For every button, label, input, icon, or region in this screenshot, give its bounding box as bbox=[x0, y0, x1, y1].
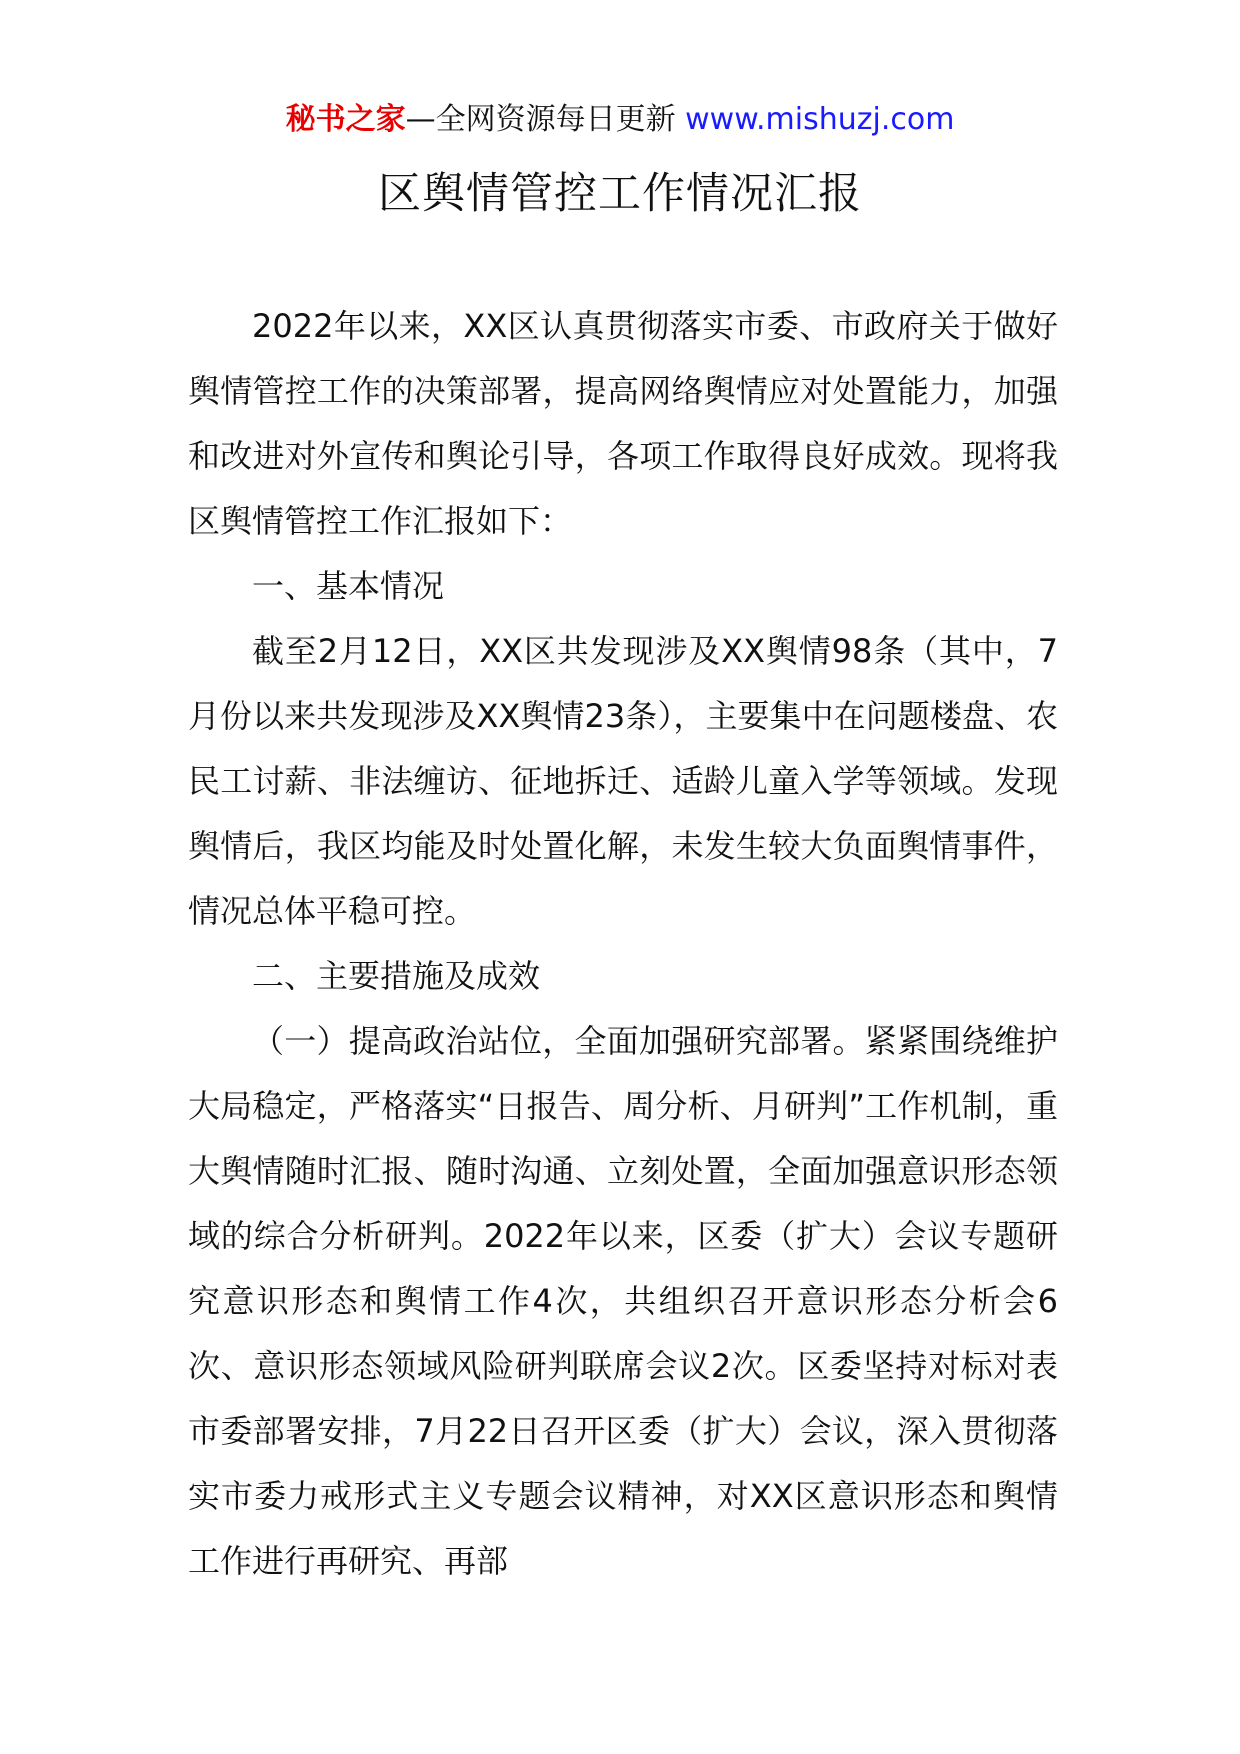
measures-paragraph-1: （一）提高政治站位，全面加强研究部署。紧紧围绕维护大局稳定，严格落实“日报告、周分析、月研判”工作机制，重大舆情随时汇报、随时沟通、立刻处置，全面加强意识形态领域的综合分析研判。2022年以来，区委（扩大）会议专题研究意识形态和舆情工作4次，共组织召开意识形态分析会6次、意识形态领域风险研判联席会议2次。区委坚持对标对表市委部署安排，7月22日召开区委（扩大）会议，深入贯彻落实市委力戒形式主义专题会议精神，对XX区意识形态和舆情工作进行再研究、再部 bbox=[188, 1022, 1058, 1580]
document-title: 区舆情管控工作情况汇报 bbox=[378, 169, 862, 219]
intro-paragraph: 2022年以来，XX区认真贯彻落实市委、市政府关于做好舆情管控工作的决策部署，提高网络舆情应对处置能力，加强和改进对外宣传和舆论引导，各项工作取得良好成效。现将我区舆情管控工作汇报如下： bbox=[188, 307, 1058, 540]
section-heading-basic-situation: 一、基本情况 bbox=[252, 567, 445, 605]
site-watermark-header bbox=[0, 100, 1240, 140]
website-url: www.mishuzj.com bbox=[685, 102, 955, 137]
section-heading-measures: 二、主要措施及成效 bbox=[252, 957, 541, 995]
brand-name: 秘书之家 bbox=[285, 102, 406, 137]
document-body bbox=[188, 294, 1058, 1594]
brand-tagline: —全网资源每日更新 bbox=[405, 102, 676, 137]
basic-situation-paragraph: 截至2月12日，XX区共发现涉及XX舆情98条（其中，7月份以来共发现涉及XX舆情23条），主要集中在问题楼盘、农民工讨薪、非法缠访、征地拆迁、适龄儿童入学等领域。发现舆情后，我区均能及时处置化解，未发生较大负面舆情事件，情况总体平稳可控。 bbox=[188, 632, 1058, 930]
